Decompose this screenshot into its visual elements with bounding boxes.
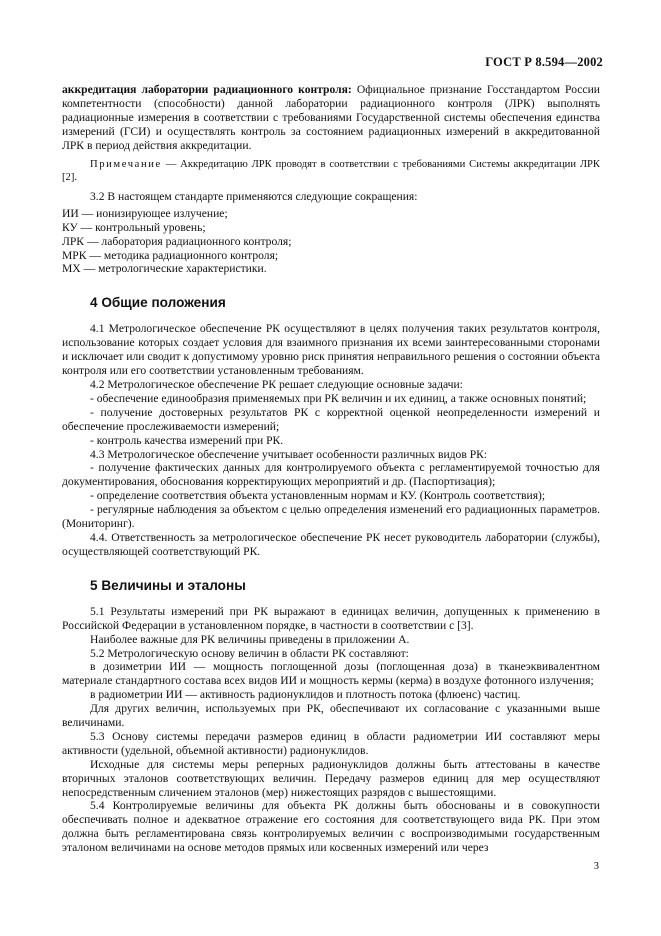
abbreviation-item: МРК — методика радиационного контроля; xyxy=(62,248,279,262)
definition-paragraph xyxy=(62,83,600,153)
abbreviation-item: КУ — контрольный уровень; xyxy=(62,220,206,234)
paragraph: Наиболее важные для РК величины приведены в приложении А. xyxy=(90,632,410,646)
abbreviation-item: МХ — метрологические характеристики. xyxy=(62,262,267,276)
section-4-heading: 4 Общие положения xyxy=(90,295,226,311)
paragraph-4-4: 4.4. Ответственность за метрологическое обеспечение РК несет руководитель лаборатории (службы), осуществляющей соответствующий РК. xyxy=(62,530,600,558)
paragraph-5-4: 5.4 Контролируемые величины для объекта РК должны быть обоснованы и в совокупности обеспечивать полное и адекватное отражение его состояния для соответствующего вида РК. При этом должна быть регламентирована связь контролируемых величин с воспроизводимыми государственным эталоном величинами на основе методов прямых или косвенных измерений или через xyxy=(62,799,600,855)
paragraph: Исходные для системы меры реперных радионуклидов должны быть аттестованы в качестве вторичных эталонов соответствующих величин. Передачу размеров единиц для мер осуществляют непосредственным сличением эталонов (мер) нижестоящих разрядов с вышестоящими. xyxy=(62,757,600,799)
list-item: - получение фактических данных для контролируемого объекта с регламентируемой точностью для документирования, обоснования корректирующих мероприятий и др. (Паспортизация); xyxy=(62,461,600,489)
definition-term: аккредитация лаборатории радиационного контроля: xyxy=(62,83,352,96)
abbreviation-item: ЛРК — лаборатория радиационного контроля; xyxy=(62,234,292,248)
abbreviations-list xyxy=(62,207,600,277)
note-text: — Аккредитацию ЛРК проводят в соответствии с требованиями Системы аккредитации ЛРК [2]. xyxy=(62,158,600,183)
paragraph-5-2: 5.2 Метрологическую основу величин в области РК составляют: xyxy=(90,646,409,660)
list-item: - получение достоверных результатов РК с корректной оценкой неопределенности измерений и обеспечение прослеживаемости измерений; xyxy=(62,405,600,433)
list-item: - контроль качества измерений при РК. xyxy=(90,433,284,447)
note-label: Примечание xyxy=(90,158,162,170)
paragraph-4-1: 4.1 Метрологическое обеспечение РК осуществляют в целях получения таких результатов контроля, использование которых создает условия для взаимного признания их всеми заинтересованными сторонами и исключает или сводит к допустимому уровню риск принятия неправильного решения о состоянии объекта контроля или его соответствии установленным требованиям. xyxy=(62,322,600,378)
list-item: - регулярные наблюдения за объектом с целью определения изменений его радиационных параметров. (Мониторинг). xyxy=(62,503,600,531)
document-code-header: ГОСТ Р 8.594—2002 xyxy=(485,55,603,69)
definition-text: Официальное признание Госстандартом России компетентности (способности) данной лаборатории радиационного контроля (ЛРК) выполнять радиационные измерения в соответствии с требованиями Государственной системы обеспечения единства измерений (ГСИ) и осуществлять контроль за состоянием радиационных измерений в аккредитованной ЛРК в период действия аккредитации. xyxy=(62,83,600,152)
list-item: - обеспечение единообразия применяемых при РК величин и их единиц, а также основных понятий; xyxy=(90,391,587,405)
document-body xyxy=(62,83,600,855)
paragraph: Для других величин, используемых при РК, обеспечивают их согласование с указанными выше величинами. xyxy=(62,702,600,730)
abbreviation-item: ИИ — ионизирующее излучение; xyxy=(62,206,228,220)
paragraph: в дозиметрии ИИ — мощность поглощенной дозы (поглощенная доза) в тканеэквивалентном материале стандартного состава всех видов ИИ и мощность кермы (керма) в воздухе фотонного излучения; xyxy=(62,660,600,688)
paragraph-4-2: 4.2 Метрологическое обеспечение РК решает следующие основные задачи: xyxy=(90,378,463,391)
paragraph-5-1: 5.1 Результаты измерений при РК выражают в единицах величин, допущенных к применению в Российской Федерации в установленном порядке, в частности в соответствии с [3]. xyxy=(62,604,600,632)
note-paragraph xyxy=(62,158,600,184)
abbreviations-lead: 3.2 В настоящем стандарте применяются следующие сокращения: xyxy=(90,189,418,203)
paragraph-4-3: 4.3 Метрологическое обеспечение учитывает особенности различных видов РК: xyxy=(90,447,488,461)
list-item: - определение соответствия объекта установленным нормам и КУ. (Контроль соответствия); xyxy=(90,489,546,503)
paragraph: в радиометрии ИИ — активность радионуклидов и плотность потока (флюенс) частиц. xyxy=(90,688,521,702)
paragraph-5-3: 5.3 Основу системы передачи размеров единиц в области радиометрии ИИ составляют меры активности (удельной, объемной активности) радионуклидов. xyxy=(62,729,600,757)
page-number: 3 xyxy=(593,861,599,872)
section-5-heading: 5 Величины и эталоны xyxy=(90,577,246,593)
